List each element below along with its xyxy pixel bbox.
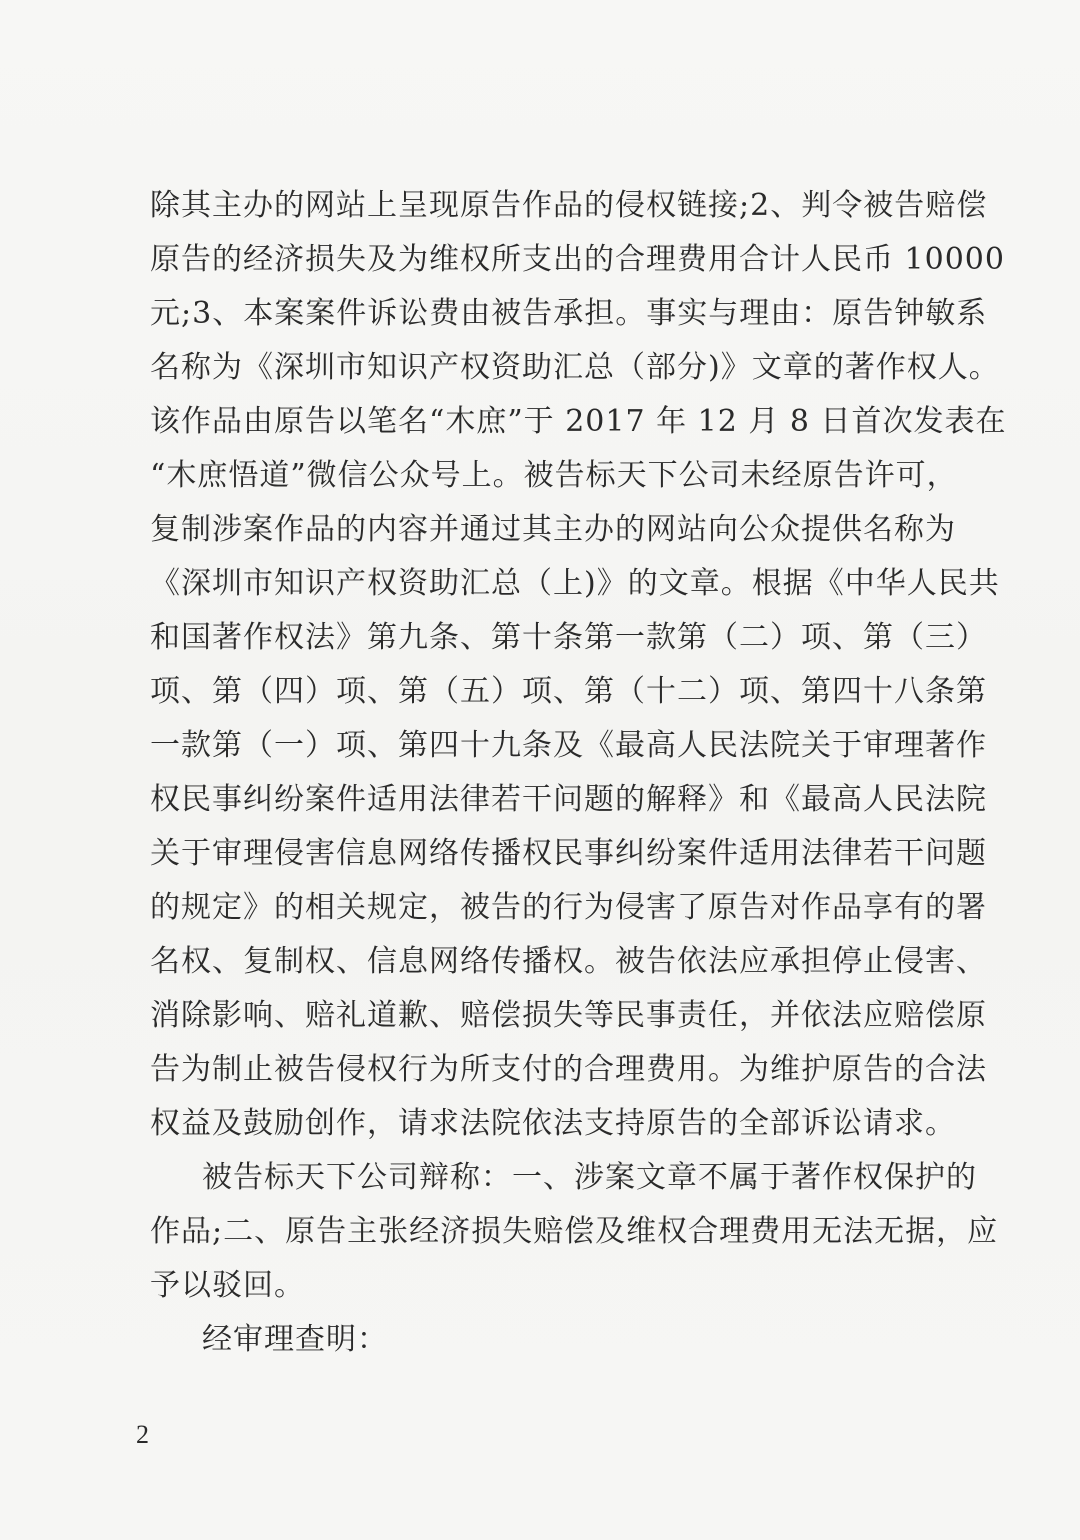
text-line: 该作品由原告以笔名“木庶”于 2017 年 12 月 8 日首次发表在 bbox=[150, 404, 1007, 439]
text-line: 项、第（四）项、第（五）项、第（十二）项、第四十八条第 bbox=[150, 674, 987, 709]
text-line: 予以驳回。 bbox=[150, 1268, 305, 1303]
text-line: 作品;二、原告主张经济损失赔偿及维权合理费用无法无据，应 bbox=[150, 1214, 999, 1249]
text-line: 被告标天下公司辩称：一、涉案文章不属于著作权保护的 bbox=[202, 1160, 977, 1195]
text-line: 除其主办的网站上呈现原告作品的侵权链接;2、判令被告赔偿 bbox=[150, 188, 988, 223]
text-line: 名权、复制权、信息网络传播权。被告依法应承担停止侵害、 bbox=[150, 944, 987, 979]
text-line: 元;3、本案案件诉讼费由被告承担。事实与理由：原告钟敏系 bbox=[150, 296, 988, 331]
text-line: “木庶悟道”微信公众号上。被告标天下公司未经原告许可， bbox=[150, 458, 958, 493]
page-number: 2 bbox=[136, 1420, 149, 1449]
text-line: 和国著作权法》第九条、第十条第一款第（二）项、第（三） bbox=[150, 620, 987, 655]
text-line: 名称为《深圳市知识产权资助汇总（部分)》文章的著作权人。 bbox=[150, 350, 1000, 385]
text-line: 消除影响、赔礼道歉、赔偿损失等民事责任，并依法应赔偿原 bbox=[150, 998, 987, 1033]
text-line: 经审理查明： bbox=[202, 1322, 388, 1357]
text-line: 的规定》的相关规定，被告的行为侵害了原告对作品享有的署 bbox=[150, 890, 987, 925]
text-line: 原告的经济损失及为维权所支出的合理费用合计人民币 10000 bbox=[150, 242, 1005, 277]
text-line: 一款第（一）项、第四十九条及《最高人民法院关于审理著作 bbox=[150, 728, 987, 763]
text-line: 复制涉案作品的内容并通过其主办的网站向公众提供名称为 bbox=[150, 512, 956, 547]
text-line: 权益及鼓励创作，请求法院依法支持原告的全部诉讼请求。 bbox=[150, 1106, 956, 1141]
text-line: 权民事纠纷案件适用法律若干问题的解释》和《最高人民法院 bbox=[150, 782, 987, 817]
text-line: 关于审理侵害信息网络传播权民事纠纷案件适用法律若干问题 bbox=[150, 836, 987, 871]
text-line: 告为制止被告侵权行为所支付的合理费用。为维护原告的合法 bbox=[150, 1052, 987, 1087]
text-line: 《深圳市知识产权资助汇总（上)》的文章。根据《中华人民共 bbox=[150, 566, 1000, 601]
